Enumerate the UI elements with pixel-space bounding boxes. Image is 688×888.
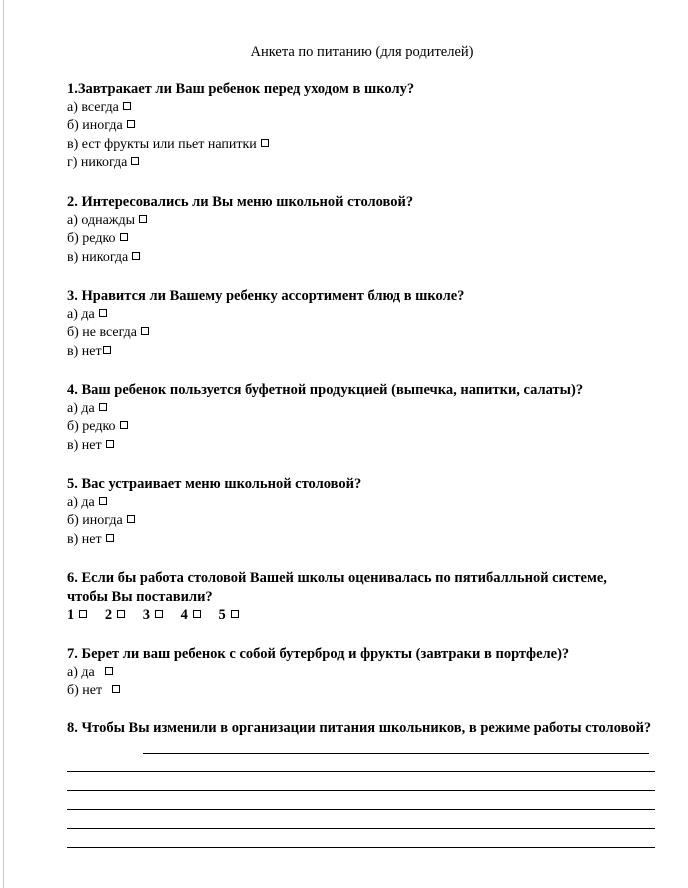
survey-title: Анкета по питанию (для родителей): [250, 44, 474, 60]
option-label: а) всегда: [67, 99, 119, 115]
question-text: 8. Чтобы Вы изменили в организации питания школьников, в режиме работы столовой?: [67, 720, 652, 736]
rating-option[interactable]: [143, 606, 163, 625]
answer-option[interactable]: [67, 117, 657, 136]
checkbox[interactable]: [123, 102, 131, 110]
question-5: [67, 475, 657, 549]
checkbox[interactable]: [112, 685, 120, 693]
page-edge-rule: [3, 0, 4, 888]
option-label: б) нет: [67, 683, 103, 699]
answer-option[interactable]: [67, 664, 657, 683]
rating-option[interactable]: [105, 606, 125, 625]
checkbox[interactable]: [99, 403, 107, 411]
option-label: б) не всегда: [67, 325, 137, 341]
answer-option[interactable]: [67, 230, 657, 249]
answer-option[interactable]: [67, 400, 657, 419]
checkbox[interactable]: [141, 327, 149, 335]
option-label: в) нет: [67, 437, 102, 453]
answer-option[interactable]: [67, 512, 657, 531]
option-label: б) редко: [67, 419, 116, 435]
checkbox[interactable]: [120, 421, 128, 429]
checkbox[interactable]: [99, 497, 107, 505]
question-1: [67, 80, 657, 173]
checkbox[interactable]: [193, 610, 201, 618]
checkbox[interactable]: [103, 346, 111, 354]
checkbox[interactable]: [139, 215, 147, 223]
checkbox[interactable]: [131, 157, 139, 165]
checkbox[interactable]: [127, 515, 135, 523]
checkbox[interactable]: [117, 610, 125, 618]
answer-option[interactable]: [67, 306, 657, 325]
answer-option[interactable]: [67, 531, 657, 550]
answer-option[interactable]: [67, 136, 657, 155]
answer-option[interactable]: [67, 418, 657, 437]
rating-label: 4: [180, 607, 188, 623]
answer-option[interactable]: [67, 324, 657, 343]
option-label: б) иногда: [67, 513, 123, 529]
question-8: [67, 719, 657, 738]
checkbox[interactable]: [155, 610, 163, 618]
answer-option[interactable]: [67, 494, 657, 513]
option-label: в) ест фрукты или пьет напитки: [67, 136, 257, 152]
option-label: б) редко: [67, 231, 116, 247]
question-text: 5. Вас устраивает меню школьной столовой?: [67, 476, 362, 492]
checkbox[interactable]: [231, 610, 239, 618]
checkbox[interactable]: [106, 534, 114, 542]
answer-option[interactable]: [67, 249, 657, 268]
option-label: а) да: [67, 664, 95, 680]
rating-label: 3: [142, 607, 150, 623]
option-label: а) да: [67, 306, 95, 322]
checkbox[interactable]: [132, 252, 140, 260]
question-text: 4. Ваш ребенок пользуется буфетной продукцией (выпечка, напитки, салаты)?: [67, 382, 584, 398]
rating-label: 2: [104, 607, 113, 623]
checkbox[interactable]: [106, 440, 114, 448]
option-label: а) да: [67, 400, 95, 416]
question-2: [67, 193, 657, 267]
checkbox[interactable]: [79, 610, 87, 618]
option-label: б) иногда: [67, 118, 123, 134]
rating-option[interactable]: [181, 606, 201, 625]
question-text: 1.Завтракает ли Ваш ребенок перед уходом в школу?: [67, 81, 415, 97]
checkbox[interactable]: [120, 233, 128, 241]
answer-option[interactable]: [67, 343, 657, 362]
option-label: а) однажды: [67, 212, 136, 228]
checkbox[interactable]: [127, 120, 135, 128]
option-label: г) никогда: [67, 155, 128, 171]
option-label: а) да: [67, 494, 95, 510]
option-label: в) никогда: [67, 249, 129, 265]
option-label: в) нет: [67, 343, 102, 359]
answer-option[interactable]: [67, 682, 657, 701]
rating-scale: [67, 606, 657, 625]
answer-option[interactable]: [67, 99, 657, 118]
question-4: [67, 381, 657, 455]
checkbox[interactable]: [105, 667, 113, 675]
checkbox[interactable]: [99, 309, 107, 317]
answer-option[interactable]: [67, 437, 657, 456]
question-6: [67, 569, 657, 625]
question-text: 6. Если бы работа столовой Вашей школы оценивалась по пятибалльной системе, чтобы Вы поставили?: [67, 570, 607, 605]
rating-label: 1: [67, 607, 75, 623]
rating-option[interactable]: [219, 606, 239, 625]
rating-label: 5: [218, 607, 226, 623]
question-3: [67, 287, 657, 361]
question-text: 7. Берет ли ваш ребенок с собой бутерброд и фрукты (завтраки в портфеле)?: [67, 646, 570, 662]
option-label: в) нет: [67, 531, 102, 547]
answer-option[interactable]: [67, 154, 657, 173]
answer-option[interactable]: [67, 212, 657, 231]
checkbox[interactable]: [261, 139, 269, 147]
survey-page: [67, 0, 657, 888]
question-text: 3. Нравится ли Вашему ребенку ассортимент блюд в школе?: [67, 288, 465, 304]
rating-option[interactable]: [67, 606, 87, 625]
question-7: [67, 645, 657, 701]
question-text: 2. Интересовались ли Вы меню школьной столовой?: [67, 194, 414, 210]
